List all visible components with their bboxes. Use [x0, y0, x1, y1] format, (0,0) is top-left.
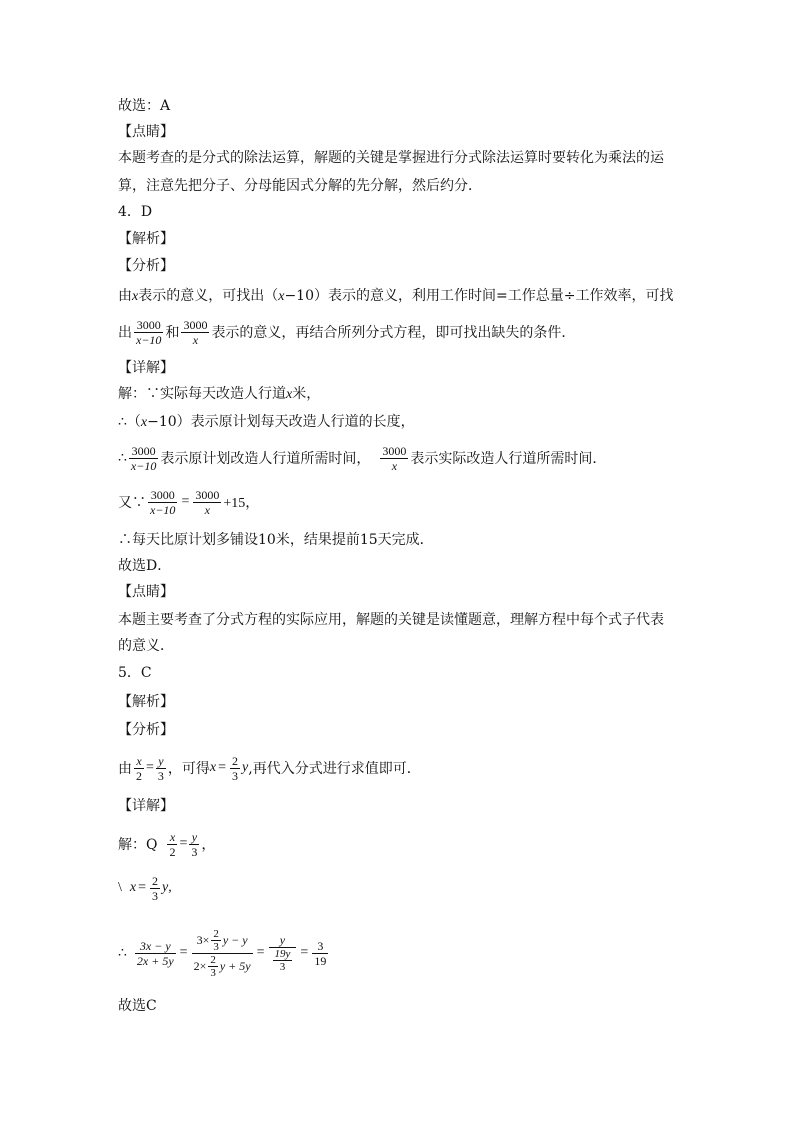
fraction: $\frac{3000}{x-10}$: [150, 487, 176, 517]
section-heading-dianjing: 【点睛】: [118, 584, 174, 600]
solution-equation: 又∵ $\frac{3000}{x-10}$ = $\frac{3000}{x}$ +15，: [118, 487, 260, 517]
fraction: $\frac{3000}{x}$: [382, 443, 407, 473]
answer-line-c: 故选C: [118, 998, 157, 1014]
fraction: $\frac{3}{19}$: [314, 938, 327, 968]
comment-paragraph-line: 本题考查的是分式的除法运算，解题的关键是掌握进行分式除法运算时要转化为乘法的运: [118, 150, 664, 166]
solution-substitution: \ x = $\frac{2}{3}$ y ,: [118, 873, 172, 903]
fraction: $\frac{y}{3}$: [191, 829, 198, 859]
complex-fraction: $\frac{y}{\frac{19y}{3}}$: [269, 933, 297, 973]
comment-paragraph-line: 算，注意先把分子、分母能因式分解的先分解，然后约分．: [118, 178, 482, 194]
section-heading-xiangjie: 【详解】: [118, 360, 174, 376]
solution-line: ∴（x−10）表示原计划每天改造人行道的长度，: [118, 414, 415, 430]
solution-evaluation: ∴ $\frac{3x - y}{2x + 5y}$ = 3× $\frac{2}{3}$ y − y 2× $\frac{2}{3}$ y + 5y = $\frac{y}{\frac{19y}{3}}$ = $\frac{3}{19}$: [118, 927, 327, 979]
fraction: $\frac{19y}{3}$: [274, 948, 291, 973]
question-number-answer: 4．D: [118, 204, 153, 220]
answer-line-d: 故选D．: [118, 558, 172, 574]
analysis-line: 由x表示的意义，可找出（x−10）表示的意义，利用工作时间=工作总量÷工作效率，可找: [118, 288, 674, 304]
fraction: $\frac{y}{3}$: [157, 753, 164, 783]
fraction: $\frac{2}{3}$: [210, 953, 216, 979]
comment-paragraph-line: 的意义．: [118, 638, 174, 654]
fraction: $\frac{3000}{x}$: [195, 487, 220, 517]
fraction: $\frac{2}{3}$: [213, 927, 219, 953]
section-heading-fenxi: 【分析】: [118, 258, 174, 274]
comment-paragraph-line: 本题主要考查了分式方程的实际应用，解题的关键是读懂题意，理解方程中每个式子代表: [118, 612, 664, 628]
analysis-line-fractions: 出 $\frac{3000}{x-10}$ 和 $\frac{3000}{x}$ 表示的意义，再结合所列分式方程，即可找出缺失的条件．: [118, 317, 576, 347]
solution-line: 解：∵实际每天改造人行道x米，: [118, 386, 321, 402]
fraction: $\frac{3000}{x-10}$: [130, 443, 157, 473]
section-heading-jiexi: 【解析】: [118, 694, 174, 710]
solution-conclusion: ∴每天比原计划多铺设10米，结果提前15天完成．: [118, 532, 434, 548]
fraction: $\frac{3000}{x}$: [183, 317, 208, 347]
fraction: $\frac{2}{3}$: [232, 753, 239, 783]
section-heading-xiangjie: 【详解】: [118, 798, 174, 814]
section-heading-jiexi: 【解析】: [118, 231, 174, 247]
fraction: $\frac{x}{2}$: [169, 829, 176, 859]
fraction: $\frac{x}{2}$: [136, 753, 142, 783]
section-heading-dianjing: 【点睛】: [118, 124, 174, 140]
solution-line-fractions: ∴ $\frac{3000}{x-10}$ 表示原计划改造人行道所需时间， $\frac{3000}{x}$ 表示实际改造人行道所需时间．: [118, 443, 607, 473]
analysis-line-ratio: 由 $\frac{x}{2}$ = $\frac{y}{3}$ ，可得 x = $\frac{2}{3}$ y ,再代入分式进行求值即可．: [118, 753, 421, 783]
fraction: $\frac{3000}{x-10}$: [136, 317, 162, 347]
fraction: $\frac{3x - y}{2x + 5y}$: [136, 938, 174, 968]
fraction: $\frac{2}{3}$: [152, 873, 159, 903]
answer-line-a: 故选：A: [118, 98, 171, 114]
solution-given: 解：Q $\frac{x}{2}$ = $\frac{y}{3}$ ，: [118, 829, 216, 859]
section-heading-fenxi: 【分析】: [118, 722, 174, 738]
question-number-answer: 5．C: [118, 665, 152, 681]
complex-fraction: 3× $\frac{2}{3}$ y − y 2× $\frac{2}{3}$ y + 5y: [193, 927, 251, 979]
